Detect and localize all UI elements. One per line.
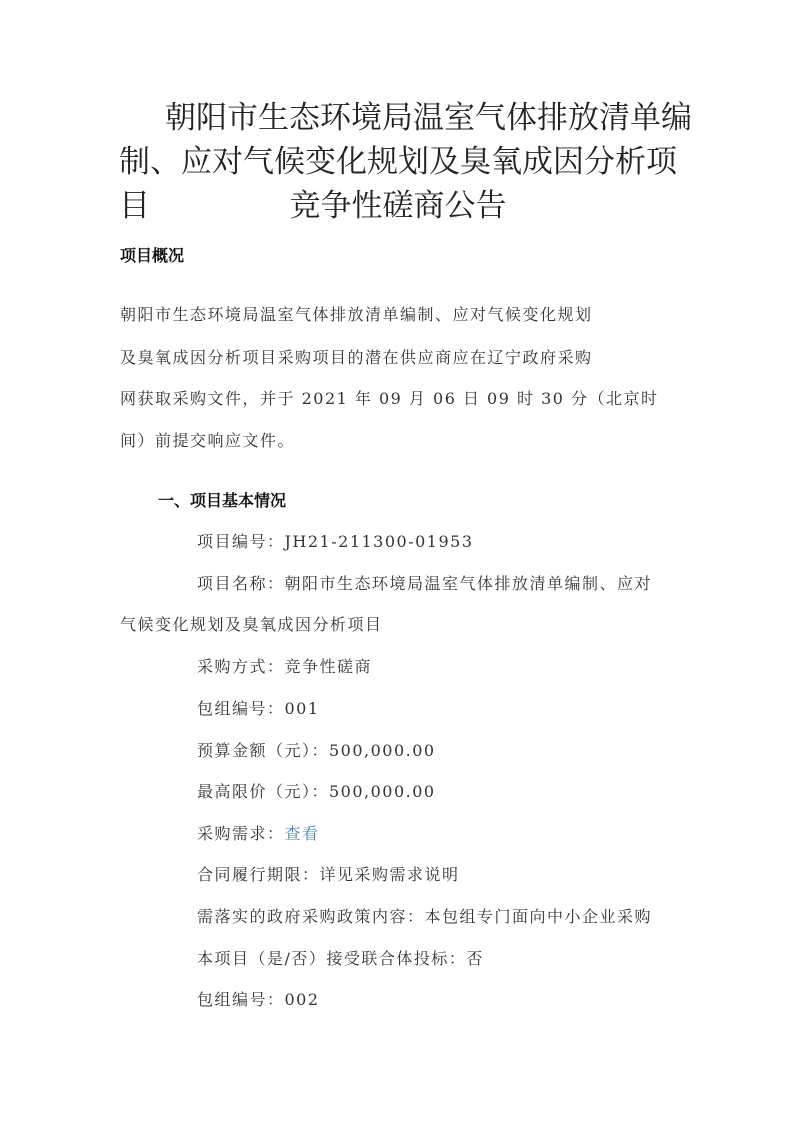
contract-period: 合同履行期限：详见采购需求说明 [197, 865, 460, 884]
procurement-method: 采购方式：竞争性磋商 [197, 657, 373, 676]
package-number-002: 包组编号：002 [197, 990, 320, 1009]
requirement-label: 采购需求： [197, 824, 285, 843]
project-number: 项目编号：JH21-211300-01953 [197, 532, 474, 551]
overview-line-4: 间）前提交响应文件。 [120, 431, 296, 450]
view-requirement-link[interactable]: 查看 [284, 824, 320, 843]
max-price: 最高限价（元）：500,000.00 [197, 782, 436, 801]
overview-line-1: 朝阳市生态环境局温室气体排放清单编制、应对气候变化规划 [120, 305, 593, 324]
project-name-line-1: 项目名称：朝阳市生态环境局温室气体排放清单编制、应对 [197, 574, 653, 593]
procurement-requirement [197, 821, 320, 844]
title-line-1: 朝阳市生态环境局温室气体排放清单编 [165, 100, 692, 136]
overview-heading: 项目概况 [120, 246, 185, 265]
project-name-line-2: 气候变化规划及臭氧成因分析项目 [120, 615, 383, 634]
title-line-2: 制、应对气候变化规划及臭氧成因分析项目 [119, 144, 677, 224]
package-number-001: 包组编号：001 [197, 699, 320, 718]
consortium-bidding: 本项目（是/否）接受联合体投标：否 [197, 949, 484, 968]
title-line-3: 竞争性磋商公告 [289, 188, 507, 224]
budget-amount: 预算金额（元）：500,000.00 [197, 741, 436, 760]
overview-line-2: 及臭氧成因分析项目采购项目的潜在供应商应在辽宁政府采购 [120, 348, 593, 367]
procurement-policy: 需落实的政府采购政策内容：本包组专门面向中小企业采购 [197, 907, 653, 926]
section-heading-basic-info: 一、项目基本情况 [158, 491, 287, 510]
overview-line-3: 网获取采购文件，并于 2021 年 09 月 06 日 09 时 30 分（北京时 [120, 389, 659, 408]
